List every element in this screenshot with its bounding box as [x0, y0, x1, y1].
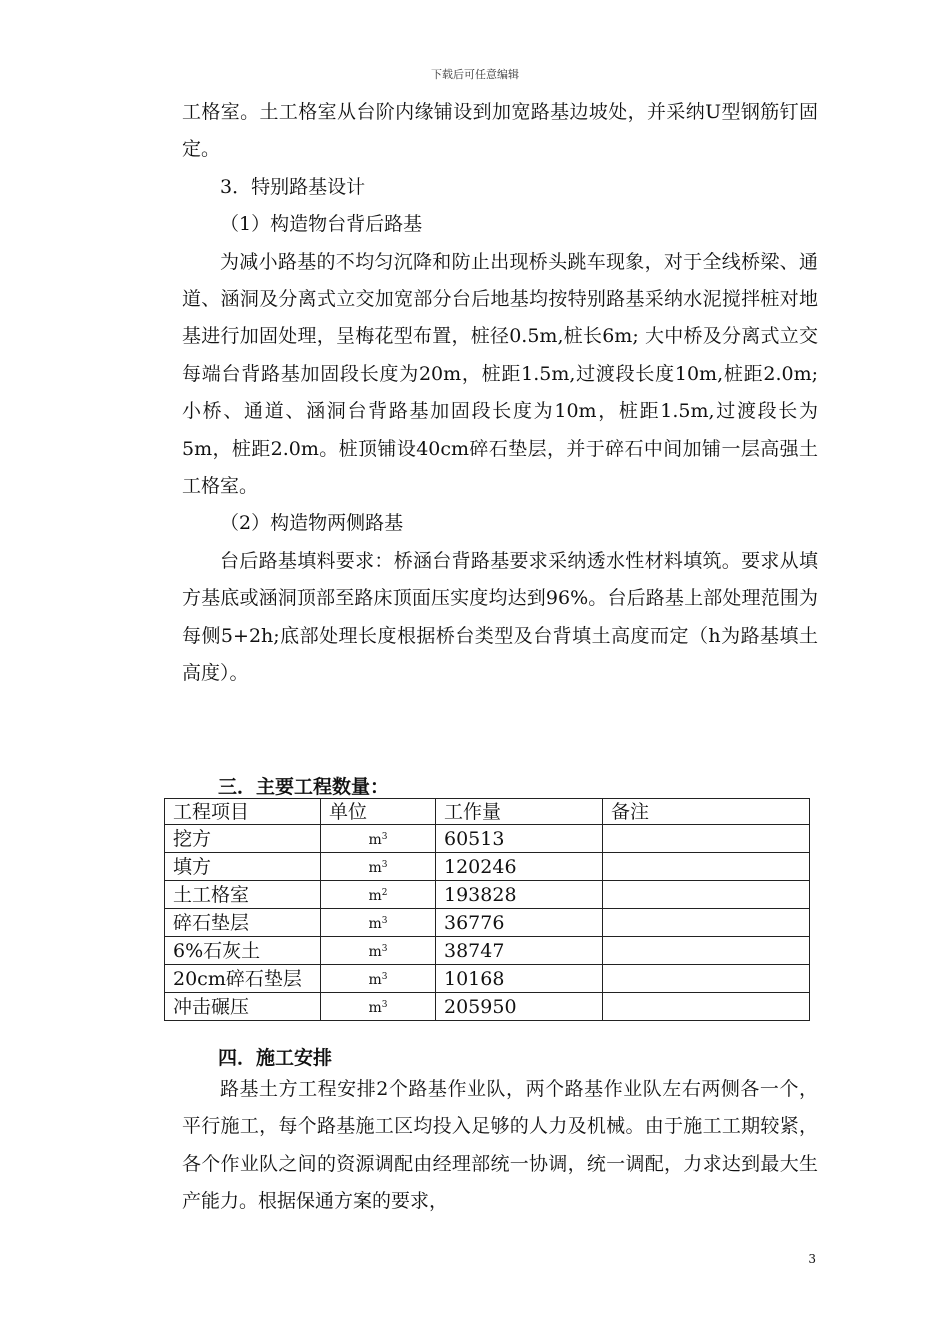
unit-power: 3 — [381, 916, 388, 926]
subsection-heading-special-subgrade: 3．特别路基设计 — [220, 175, 366, 198]
cell-quantity: 36776 — [436, 909, 603, 937]
cell-unit — [321, 993, 436, 1021]
table-header-row — [165, 799, 810, 825]
cell-item: 6%石灰土 — [165, 937, 321, 965]
unit-base: m — [368, 888, 382, 904]
cell-remarks — [603, 853, 810, 881]
page-number: 3 — [808, 1252, 816, 1266]
cell-item: 20cm碎石垫层 — [165, 965, 321, 993]
unit-power: 3 — [381, 832, 388, 842]
cell-item: 填方 — [165, 853, 321, 881]
unit-power: 3 — [381, 1000, 388, 1010]
table-row — [165, 965, 810, 993]
section-heading-quantities: 三．主要工程数量： — [218, 776, 390, 798]
unit-base: m — [368, 832, 382, 848]
cell-quantity: 205950 — [436, 993, 603, 1021]
table-row — [165, 825, 810, 853]
header-unit: 单位 — [321, 799, 436, 825]
cell-remarks — [603, 881, 810, 909]
cell-quantity: 193828 — [436, 881, 603, 909]
cell-unit — [321, 965, 436, 993]
cell-quantity: 38747 — [436, 937, 603, 965]
paragraph-construction: 路基土方工程安排2个路基作业队，两个路基作业队左右两侧各一个，平行施工，每个路基施工区均投入足够的人力及机械。由于施工工期较紧，各个作业队之间的资源调配由经理部统一协调，统一调配，力求达到最大生产能力。根据保通方案的要求， — [182, 1078, 818, 1213]
cell-remarks — [603, 937, 810, 965]
unit-base: m — [368, 1000, 382, 1016]
paragraph-continuation: 工格室。土工格室从台阶内缘铺设到加宽路基边坡处，并采纳U型钢筋钉固定。 — [182, 101, 818, 161]
cell-quantity: 60513 — [436, 825, 603, 853]
subsection-heading-abutment-back: （1）构造物台背后路基 — [220, 213, 423, 236]
cell-remarks — [603, 909, 810, 937]
subsection-heading-structure-sides: （2）构造物两侧路基 — [220, 512, 404, 535]
table-row — [165, 853, 810, 881]
cell-unit — [321, 825, 436, 853]
cell-unit — [321, 881, 436, 909]
table-row — [165, 881, 810, 909]
paragraph-structure-sides: 台后路基填料要求：桥涵台背路基要求采纳透水性材料填筑。要求从填方基底或涵洞顶部至路床顶面压实度均达到96%。台后路基上部处理范围为每侧5+2h;底部处理长度根据桥台类型及台背填土高度而定（h为路基填土高度）。 — [182, 549, 818, 685]
table-row — [165, 993, 810, 1021]
header-quantity: 工作量 — [436, 799, 603, 825]
body-text — [182, 94, 818, 693]
cell-remarks — [603, 825, 810, 853]
cell-item: 冲击碾压 — [165, 993, 321, 1021]
quantities-table — [164, 798, 810, 1021]
table-row — [165, 909, 810, 937]
paragraph-abutment-back: 为减小路基的不均匀沉降和防止出现桥头跳车现象，对于全线桥梁、通道、涵洞及分离式立交加宽部分台后地基均按特别路基采纳水泥搅拌桩对地基进行加固处理，呈梅花型布置，桩径0.5m,桩长6m; 大中桥及分离式立交每端台背路基加固段长度为20m，桩距1.5m,过渡段长度10m,桩距2.0m;小桥、通道、涵洞台背路基加固段长度为10m，桩距1.5m,过渡段长为5m，桩距2.0m。桩顶铺设40cm碎石垫层，并于碎石中间加铺一层高强土工格室。 — [182, 250, 818, 498]
unit-base: m — [368, 916, 382, 932]
cell-quantity: 120246 — [436, 853, 603, 881]
header-remarks: 备注 — [603, 799, 810, 825]
cell-remarks — [603, 965, 810, 993]
cell-remarks — [603, 993, 810, 1021]
cell-unit — [321, 937, 436, 965]
unit-base: m — [368, 860, 382, 876]
table-row — [165, 937, 810, 965]
cell-item: 碎石垫层 — [165, 909, 321, 937]
unit-base: m — [368, 972, 382, 988]
table-body — [165, 825, 810, 1021]
cell-item: 挖方 — [165, 825, 321, 853]
cell-unit — [321, 909, 436, 937]
unit-power: 2 — [381, 888, 388, 898]
cell-quantity: 10168 — [436, 965, 603, 993]
cell-item: 土工格室 — [165, 881, 321, 909]
unit-power: 3 — [381, 860, 388, 870]
page-header-note: 下载后可任意编辑 — [431, 68, 519, 81]
unit-base: m — [368, 944, 382, 960]
cell-unit — [321, 853, 436, 881]
unit-power: 3 — [381, 972, 388, 982]
construction-text — [182, 1071, 818, 1221]
header-item: 工程项目 — [165, 799, 321, 825]
section-heading-construction: 四．施工安排 — [218, 1047, 333, 1069]
unit-power: 3 — [381, 944, 388, 954]
